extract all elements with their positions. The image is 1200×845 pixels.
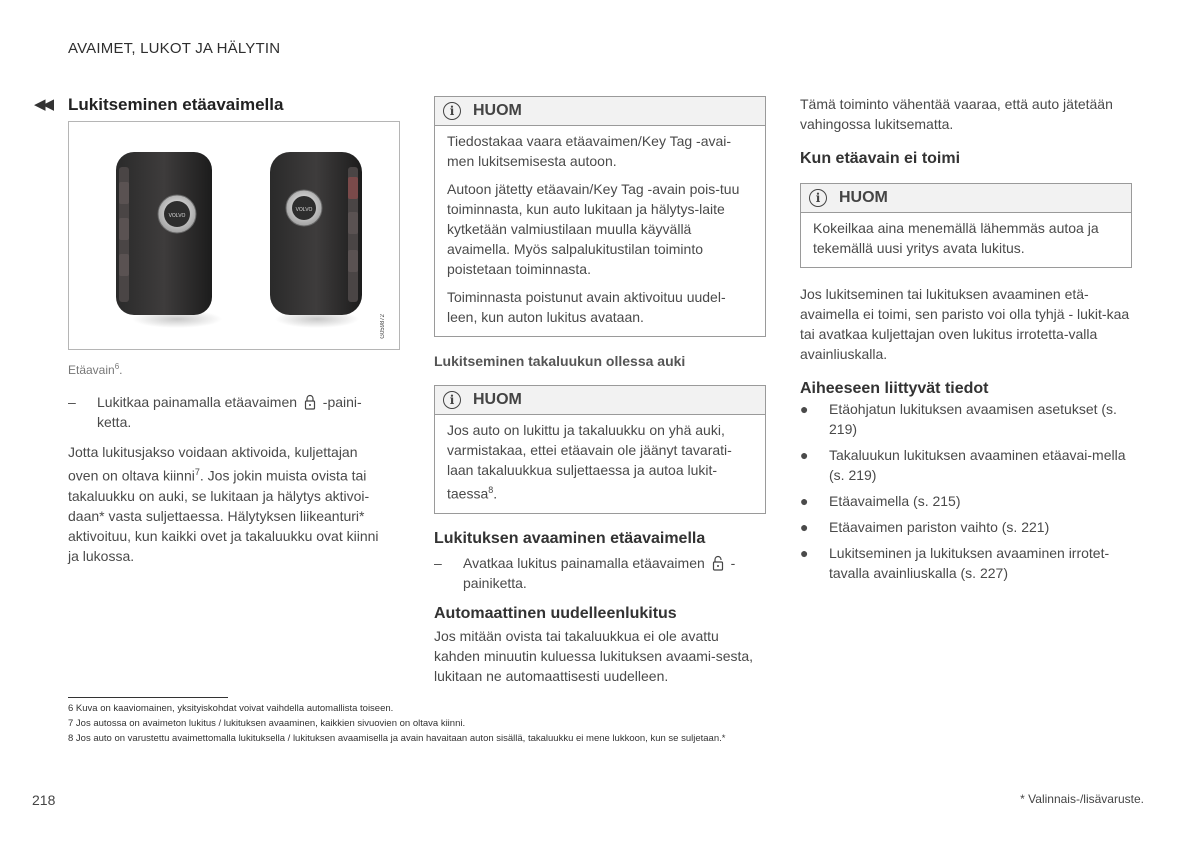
svg-text:VOLVO: VOLVO [168,213,186,219]
related-link[interactable]: ● Takaluukun lukituksen avaaminen etäavai-mella (s. 219) [800,447,1126,483]
paragraph-intro: Tämä toiminto vähentää vaaraa, että auto jätetään vahingossa lukitsematta. [800,96,1113,132]
paragraph-auto-relock: Jos mitään ovista tai takaluukkua ei ole avattu kahden minuutin kuluessa lukituksen avaami-sesta, lukitaan ne automaattisesti uudelleen. [434,627,754,684]
note-header [801,184,1131,213]
footnote: 6 Kuva on kaaviomainen, yksityiskohdat voivat vaihdella automallista toiseen. [68,703,394,714]
column-left [34,94,386,576]
column-middle [434,96,766,696]
related-link[interactable]: ● Etäavaimella (s. 215) [800,493,961,509]
paragraph-battery: Jos lukitseminen tai lukituksen avaaminen etä-avaimella ei toimi, sen paristo voi olla tyhjä - lukit-kaa tai avatkaa kuljettajan oven lukitus irrotetta-valla avainliuskalla. [800,286,1130,362]
dash-marker: – [434,554,442,571]
note-paragraph: Kokeilkaa aina menemällä lähemmäs autoa ja tekemällä uusi yritys avata lukitus. [813,220,1099,256]
figure-code: G059872 [380,314,386,339]
related-link[interactable]: ● Etäohjatun lukituksen avaamisen asetukset (s. 219) [800,401,1117,437]
unlock-step-text-after: -painiketta. [463,554,736,591]
section-heading: Lukitseminen etäavaimella [68,95,284,114]
dash-marker: – [68,394,76,410]
padlock-open-icon [712,555,724,571]
heading-related-info: Aiheeseen liittyvät tiedot [800,380,989,397]
footnotes [68,697,1148,746]
note-title: HUOM [473,102,522,119]
note-paragraph: Tiedostakaa vaara etäavaimen/Key Tag -avai-men lukitsemisesta autoon. [447,133,732,169]
info-icon: i [443,391,461,409]
back-arrow-icon[interactable]: ◀◀ [34,96,52,113]
footnote: 7 Jos autossa on avaimeton lukitus / lukituksen avaaminen, kaikkien sivuovien on oltava kiinni. [68,718,466,729]
footnote: 8 Jos auto on varustettu avaimettomalla lukituksella / lukituksen avaamisella ja avain havaitaan auton sisällä, takaluukku ei mene lukkoon, kun se suljetaan.* [68,733,726,744]
related-link[interactable]: ● Etäavaimen pariston vaihto (s. 221) [800,519,1050,535]
related-links-list [800,399,1132,583]
subheading-tailgate-open: Lukitseminen takaluukun ollessa auki [434,353,686,369]
padlock-closed-icon [304,394,316,410]
paragraph-lock-sequence: Jotta lukitusjakso voidaan aktivoida, kuljettajan oven on oltava kiinni$^7$. Jos jokin muista ovista tai takaluukku on auki, se lukitaan ja hälytys aktivoi-daan* vasta suljettaessa. Hälytyksen liikeanturi* aktivoituu, kun kaikki ovet ja takaluukku ovat kiinni ja lukossa. [68,444,379,564]
lock-step-text-after: -paini-ketta. [97,394,362,430]
lock-step-text: Lukitkaa painamalla etäavaimen [97,394,298,410]
info-icon: i [443,102,461,120]
heading-unlocking: Lukituksen avaaminen etäavaimella [434,529,706,547]
page-number: 218 [32,792,56,808]
svg-text:VOLVO: VOLVO [295,207,313,213]
note-title: HUOM [839,189,888,206]
chapter-title: AVAIMET, LUKOT JA HÄLYTIN [68,40,281,57]
unlock-step-text: Avatkaa lukitus painamalla etäavaimen [463,554,705,571]
note-box [434,96,766,337]
note-box [800,183,1132,268]
note-header [435,386,765,415]
related-link[interactable]: ● Lukitseminen ja lukituksen avaaminen irrotet-tavalla avainliuskalla (s. 227) [800,545,1110,581]
note-paragraph: Toiminnasta poistunut avain aktivoituu uudel-leen, kun auton lukitus avataan. [447,289,726,325]
note-title: HUOM [473,391,522,408]
column-right [800,94,1132,589]
remote-key-figure [68,121,400,350]
figure-caption: Etäavain$^6$. [68,362,123,377]
note-paragraph: Jos auto on lukittu ja takaluukku on yhä auki, varmistakaa, ettei etäavain ole jäänyt tavarati-laan takaluukkua suljettaessa ja autoa lukit-taessa$^8$. [447,422,732,502]
remote-key-illustration [69,122,399,349]
heading-auto-relock: Automaattinen uudelleenlukitus [434,604,677,622]
note-box [434,385,766,514]
info-icon: i [809,189,827,207]
note-paragraph: Autoon jätetty etäavain/Key Tag -avain pois-tuu toiminnasta, kun auto lukitaan ja hälytys-laite kytketään valmiustilaan muulla käyvällä avaimella. Myös salpalukitustilan toiminto poistetaan toiminnasta. [447,181,740,277]
optional-equipment-note: * Valinnais-/lisävaruste. [1020,792,1144,806]
unlock-step [434,553,766,593]
lock-step [68,392,380,432]
note-header [435,97,765,126]
footnote-divider [68,697,228,698]
heading-key-not-working: Kun etäavain ei toimi [800,150,961,167]
